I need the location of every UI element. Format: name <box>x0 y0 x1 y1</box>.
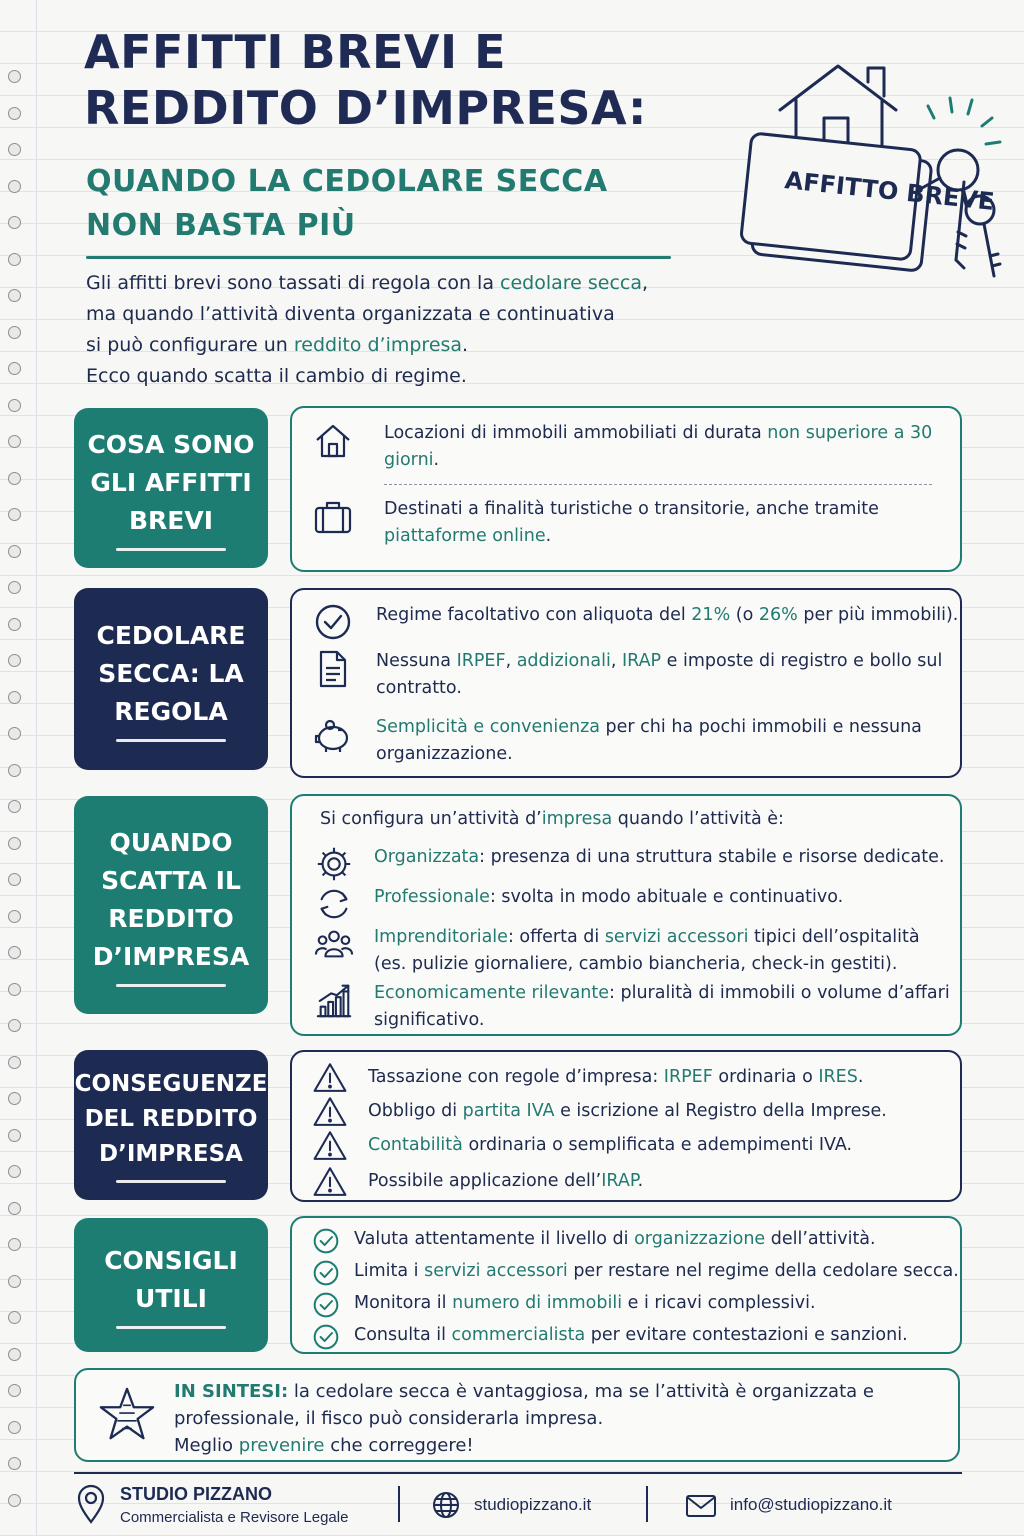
intro-text-b: quando l’attività è: <box>612 809 784 829</box>
notebook-ring <box>8 1129 21 1142</box>
notebook-ring <box>8 800 21 813</box>
item-text <box>354 844 954 871</box>
list-item <box>312 1258 962 1287</box>
intro-line-1: Gli affitti brevi sono tassati di regola con la <box>86 272 501 294</box>
item-text <box>354 648 962 702</box>
item-text <box>354 420 942 474</box>
summary-box <box>74 1368 960 1462</box>
notebook-ring <box>8 1348 21 1361</box>
list-item <box>312 1290 962 1319</box>
footer-divider <box>74 1472 962 1474</box>
item-text-part: Limita i <box>354 1261 425 1281</box>
warning-icon <box>312 1094 348 1130</box>
list-item <box>312 1094 952 1130</box>
item-highlight: addizionali <box>516 651 611 671</box>
list-item <box>314 844 954 884</box>
section-intro <box>320 806 940 833</box>
list-item <box>312 602 962 644</box>
mail-icon <box>686 1495 716 1517</box>
summary-text-b: Meglio <box>174 1435 239 1456</box>
item-text-part: Possibile applicazione dell’ <box>368 1171 602 1191</box>
item-highlight: IRES <box>818 1067 858 1087</box>
notebook-ring <box>8 362 21 375</box>
item-text-part: ordinaria o <box>712 1067 819 1087</box>
website-link[interactable]: studiopizzano.it <box>474 1495 592 1514</box>
item-highlight: Organizzata <box>374 847 480 867</box>
growth-chart-icon <box>314 980 354 1020</box>
item-text <box>340 1226 962 1253</box>
item-text-b: : svolta in modo abituale e continuativo. <box>489 887 844 907</box>
subtitle-underline <box>86 256 671 259</box>
check-circle-icon <box>312 1291 340 1319</box>
intro-line-4: Ecco quando scatta il cambio di regime. <box>86 365 467 387</box>
item-text <box>354 884 954 911</box>
item-text-a: Destinati a finalità turistiche o transitorie, anche tramite <box>384 499 879 519</box>
item-highlight: Contabilità <box>368 1135 463 1155</box>
section-label-cosa-sono <box>74 408 268 568</box>
notebook-ring <box>8 472 21 485</box>
item-text-part: , <box>505 651 517 671</box>
notebook-ring <box>8 1092 21 1105</box>
list-item <box>314 884 954 924</box>
item-text-part: Nessuna <box>376 651 457 671</box>
item-text <box>348 1164 952 1195</box>
star-icon <box>98 1386 156 1444</box>
notebook-ring <box>8 764 21 777</box>
item-text <box>354 496 942 550</box>
item-text <box>354 924 954 978</box>
item-text-part: per chi ha pochi immobili e nessuna organizzazione. <box>376 717 922 764</box>
section-label-text: QUANDO SCATTA IL REDDITO D’IMPRESA <box>92 827 250 971</box>
item-highlight: IRAP <box>601 1171 638 1191</box>
notebook-ring <box>8 1238 21 1251</box>
notebook-ring <box>8 654 21 667</box>
section-label-text: COSA SONO GLI AFFITTI BREVI <box>87 429 255 535</box>
item-highlight: 21% <box>691 605 731 625</box>
section-label-conseguenze <box>74 1050 268 1200</box>
item-highlight: non superiore a 30 giorni <box>384 423 933 470</box>
check-circle-icon <box>312 1227 340 1255</box>
list-item <box>312 1164 952 1200</box>
item-text <box>354 980 954 1034</box>
item-text-part: Obbligo di <box>368 1101 463 1121</box>
section-content-cosa-sono <box>290 406 962 572</box>
item-text <box>320 806 940 833</box>
list-item <box>312 420 942 474</box>
warning-icon <box>312 1164 348 1200</box>
section-label-text: CEDOLARE SECCA: LA REGOLA <box>96 620 246 726</box>
list-item <box>314 924 954 978</box>
item-highlight: IRAP <box>621 651 662 671</box>
notebook-ring <box>8 435 21 448</box>
list-item <box>312 648 962 702</box>
item-highlight: Professionale <box>374 887 490 907</box>
item-text-b: : presenza di una struttura stabile e risorse dedicate. <box>479 847 945 867</box>
gear-icon <box>314 844 354 884</box>
item-highlight: servizi accessori <box>424 1261 568 1281</box>
intro-line-1-end: , <box>642 272 649 294</box>
section-content-quando-scatta <box>290 794 962 1036</box>
item-text-a: Locazioni di immobili ammobiliati di durata <box>384 423 768 443</box>
intro-highlight-cedolare: cedolare secca <box>500 272 643 294</box>
notebook-ring <box>8 326 21 339</box>
label-underline <box>116 1180 226 1183</box>
notebook-ring <box>8 618 21 631</box>
item-highlight: commercialista <box>451 1325 586 1345</box>
item-highlight: Economicamente rilevante <box>374 983 610 1003</box>
label-underline <box>116 1326 226 1329</box>
item-highlight: Imprenditoriale <box>374 927 508 947</box>
item-highlight: organizzazione <box>634 1229 766 1249</box>
house-sign-illustration <box>736 60 1006 280</box>
page-subtitle: QUANDO LA CEDOLARE SECCA NON BASTA PIÙ <box>86 164 608 243</box>
item-text-part: Tassazione con regole d’impresa: <box>368 1067 664 1087</box>
item-text-part: e imposte di registro e bollo sul contratto. <box>376 651 943 698</box>
dashed-divider <box>384 484 932 485</box>
summary-text <box>174 1378 944 1459</box>
list-item <box>312 1226 962 1255</box>
notebook-ring <box>8 837 21 850</box>
item-text-part: dell’attività. <box>765 1229 876 1249</box>
notebook-ring <box>8 691 21 704</box>
item-highlight: numero di immobili <box>452 1293 623 1313</box>
item-text-b: . <box>433 450 440 470</box>
section-content-consigli <box>290 1216 962 1354</box>
label-underline <box>116 984 226 987</box>
item-text-part: . <box>857 1067 864 1087</box>
footer-separator <box>398 1486 400 1522</box>
notebook-ring <box>8 545 21 558</box>
notebook-rings <box>8 70 24 1530</box>
notebook-ring <box>8 946 21 959</box>
list-item <box>312 1322 962 1351</box>
item-text <box>348 1060 952 1091</box>
notebook-ring <box>8 1421 21 1434</box>
intro-highlight: impresa <box>541 809 613 829</box>
item-text-part: e iscrizione al Registro della Imprese. <box>554 1101 887 1121</box>
item-text <box>340 1258 962 1285</box>
footer-separator <box>646 1486 648 1522</box>
item-text <box>354 714 962 768</box>
item-highlight: piattaforme online <box>384 526 546 546</box>
intro-text-a: Si configura un’attività d’ <box>320 809 542 829</box>
summary-lead: IN SINTESI: <box>174 1381 289 1402</box>
notebook-ring <box>8 1019 21 1032</box>
page-title: AFFITTI BREVI E REDDITO D’IMPRESA: <box>84 25 647 135</box>
studio-name: STUDIO PIZZANO <box>120 1484 272 1504</box>
item-text-part: Consulta il <box>354 1325 452 1345</box>
list-item <box>312 1060 952 1096</box>
intro-line-3-end: . <box>462 334 469 356</box>
item-text-part: , <box>610 651 622 671</box>
check-circle-icon <box>312 602 354 644</box>
location-pin-icon <box>76 1484 106 1524</box>
suitcase-icon <box>312 496 354 538</box>
notebook-ring <box>8 399 21 412</box>
list-item <box>312 496 942 550</box>
email-link[interactable]: info@studiopizzano.it <box>730 1495 892 1514</box>
check-circle-icon <box>312 1259 340 1287</box>
notebook-ring <box>8 1165 21 1178</box>
notebook-ring <box>8 983 21 996</box>
notebook-ring <box>8 1202 21 1215</box>
summary-highlight: prevenire <box>238 1435 325 1456</box>
section-content-cedolare <box>290 588 962 778</box>
globe-icon <box>432 1491 460 1519</box>
warning-icon <box>312 1060 348 1096</box>
label-underline <box>116 739 226 742</box>
item-text-b: : offerta di <box>507 927 605 947</box>
notebook-ring <box>8 1311 21 1324</box>
item-text-b: : pluralità di immobili o volume d’affari significativo. <box>374 983 950 1030</box>
intro-line-3: si può configurare un <box>86 334 294 356</box>
list-item <box>312 1128 952 1164</box>
cycle-icon <box>314 884 354 924</box>
margin-line <box>36 0 37 1536</box>
notebook-ring <box>8 180 21 193</box>
item-highlight: 26% <box>758 605 798 625</box>
summary-text-c: che correggere! <box>324 1435 474 1456</box>
item-text-part: e i ricavi complessivi. <box>622 1293 816 1313</box>
notebook-ring <box>8 1056 21 1069</box>
house-icon <box>312 420 354 462</box>
intro-line-2: ma quando l’attività diventa organizzata e continuativa <box>86 303 615 325</box>
notebook-ring <box>8 581 21 594</box>
item-text <box>354 602 962 629</box>
intro-highlight-reddito: reddito d’impresa <box>293 334 463 356</box>
item-text-part: Valuta attentamente il livello di <box>354 1229 635 1249</box>
item-text-part: per restare nel regime della cedolare secca. <box>567 1261 959 1281</box>
notebook-ring <box>8 70 21 83</box>
item-text <box>340 1322 962 1349</box>
notebook-ring <box>8 1494 21 1507</box>
section-label-text: CONSIGLI UTILI <box>104 1245 238 1313</box>
footer <box>74 1478 962 1536</box>
notebook-ring <box>8 1384 21 1397</box>
item-text-b: . <box>545 526 552 546</box>
item-text-part: ordinaria o semplificata e adempimenti IVA. <box>462 1135 853 1155</box>
section-content-conseguenze <box>290 1050 962 1202</box>
intro-paragraph <box>86 268 786 392</box>
section-label-consigli <box>74 1218 268 1352</box>
item-text-part: (o <box>730 605 759 625</box>
item-highlight: IRPEF <box>663 1067 713 1087</box>
notebook-ring <box>8 727 21 740</box>
item-text-part: . <box>637 1171 644 1191</box>
notebook-ring <box>8 289 21 302</box>
list-item <box>312 714 962 768</box>
list-item <box>314 980 954 1034</box>
notebook-ring <box>8 253 21 266</box>
item-highlight-2: servizi accessori <box>604 927 749 947</box>
notebook-ring <box>8 107 21 120</box>
label-underline <box>116 548 226 551</box>
section-label-cedolare <box>74 588 268 770</box>
notebook-ring <box>8 910 21 923</box>
warning-icon <box>312 1128 348 1164</box>
people-icon <box>314 924 354 964</box>
check-circle-icon <box>312 1323 340 1351</box>
item-text-part: Monitora il <box>354 1293 453 1313</box>
item-highlight: IRPEF <box>456 651 506 671</box>
item-highlight: partita IVA <box>462 1101 555 1121</box>
section-label-quando-scatta <box>74 796 268 1014</box>
piggy-bank-icon <box>312 714 354 756</box>
notebook-ring <box>8 216 21 229</box>
notebook-ring <box>8 1457 21 1470</box>
item-text <box>348 1094 952 1125</box>
item-text-part: per più immobili). <box>797 605 959 625</box>
item-text <box>348 1128 952 1159</box>
notebook-ring <box>8 143 21 156</box>
document-icon <box>312 648 354 690</box>
item-text-c: tipici dell’ospitalità (es. pulizie giornaliere, cambio biancheria, check-in gestiti). <box>374 927 920 974</box>
item-highlight: Semplicità e convenienza <box>376 717 600 737</box>
item-text-part: per evitare contestazioni e sanzioni. <box>585 1325 908 1345</box>
notebook-ring <box>8 873 21 886</box>
studio-role: Commercialista e Revisore Legale <box>120 1509 349 1526</box>
section-label-text: CONSEGUENZE DEL REDDITO D’IMPRESA <box>74 1071 268 1167</box>
notebook-ring <box>8 508 21 521</box>
item-text-part: Regime facoltativo con aliquota del <box>376 605 692 625</box>
sign-text: AFFITTO BREVE <box>783 166 996 216</box>
item-text <box>340 1290 962 1317</box>
summary-text-a: la cedolare secca è vantaggiosa, ma se l’attività è organizzata e professionale, il fisco può considerarla impresa. <box>174 1381 874 1429</box>
notebook-ring <box>8 1275 21 1288</box>
